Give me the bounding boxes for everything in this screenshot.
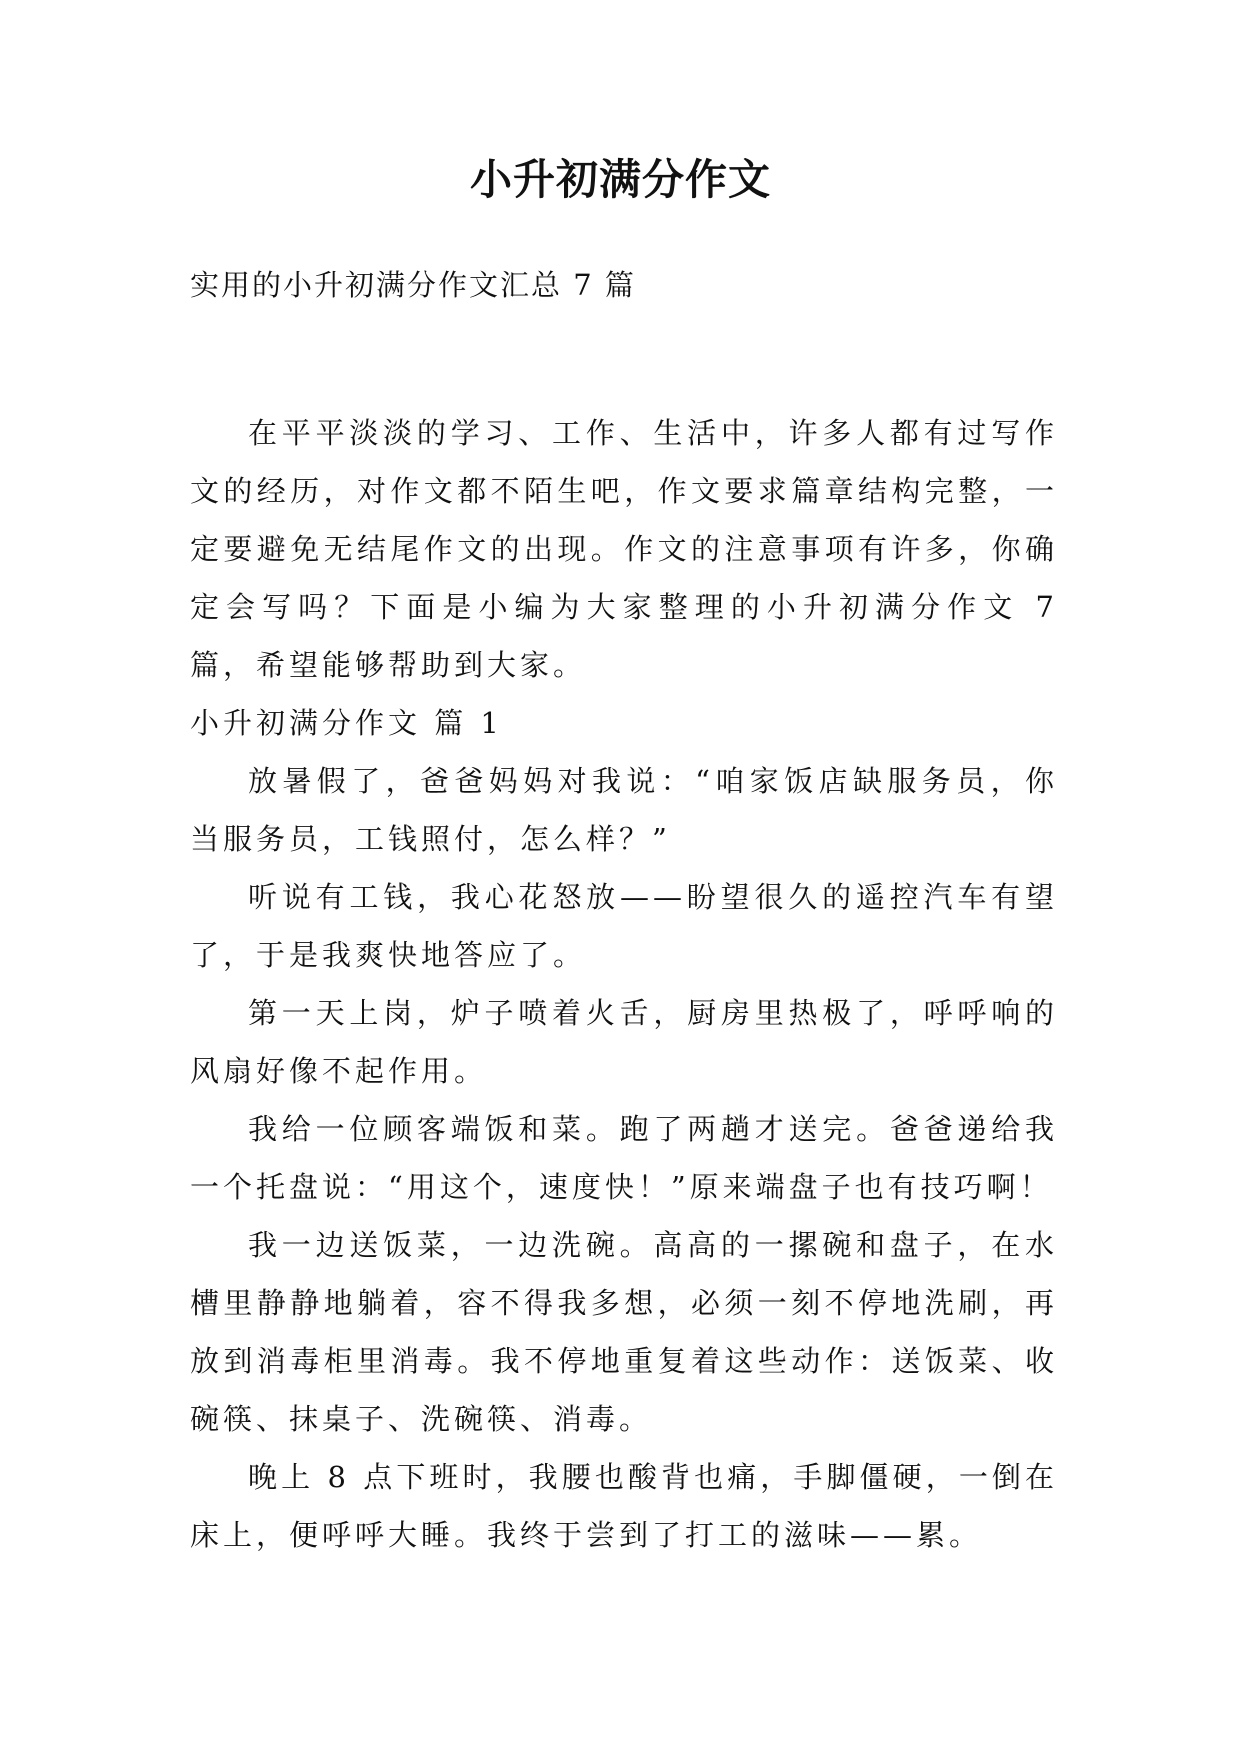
body-paragraph: 晚上 8 点下班时，我腰也酸背也痛，手脚僵硬，一倒在床上，便呼呼大睡。我终于尝到了打工的滋味——累。 xyxy=(190,1460,1058,1552)
section-heading: 小升初满分作文 篇 1 xyxy=(190,706,503,740)
body-paragraph: 听说有工钱，我心花怒放——盼望很久的遥控汽车有望了，于是我爽快地答应了。 xyxy=(190,880,1058,972)
document-body xyxy=(190,404,1058,1564)
body-paragraph: 放暑假了，爸爸妈妈对我说：“咱家饭店缺服务员，你当服务员，工钱照付，怎么样？” xyxy=(190,764,1058,856)
body-paragraph: 我给一位顾客端饭和菜。跑了两趟才送完。爸爸递给我一个托盘说：“用这个，速度快！”原来端盘子也有技巧啊！ xyxy=(190,1112,1058,1204)
document-title: 小升初满分作文 xyxy=(469,155,771,204)
intro-paragraph: 在平平淡淡的学习、工作、生活中，许多人都有过写作文的经历，对作文都不陌生吧，作文要求篇章结构完整，一定要避免无结尾作文的出现。作文的注意事项有许多，你确定会写吗？下面是小编为大家整理的小升初满分作文 7 篇，希望能够帮助到大家。 xyxy=(190,416,1058,682)
body-paragraph: 我一边送饭菜，一边洗碗。高高的一摞碗和盘子，在水槽里静静地躺着，容不得我多想，必须一刻不停地洗刷，再放到消毒柜里消毒。我不停地重复着这些动作：送饭菜、收碗筷、抹桌子、洗碗筷、消毒。 xyxy=(190,1228,1058,1436)
body-paragraph: 第一天上岗，炉子喷着火舌，厨房里热极了，呼呼响的风扇好像不起作用。 xyxy=(190,996,1058,1088)
document-subtitle: 实用的小升初满分作文汇总 7 篇 xyxy=(190,268,636,302)
